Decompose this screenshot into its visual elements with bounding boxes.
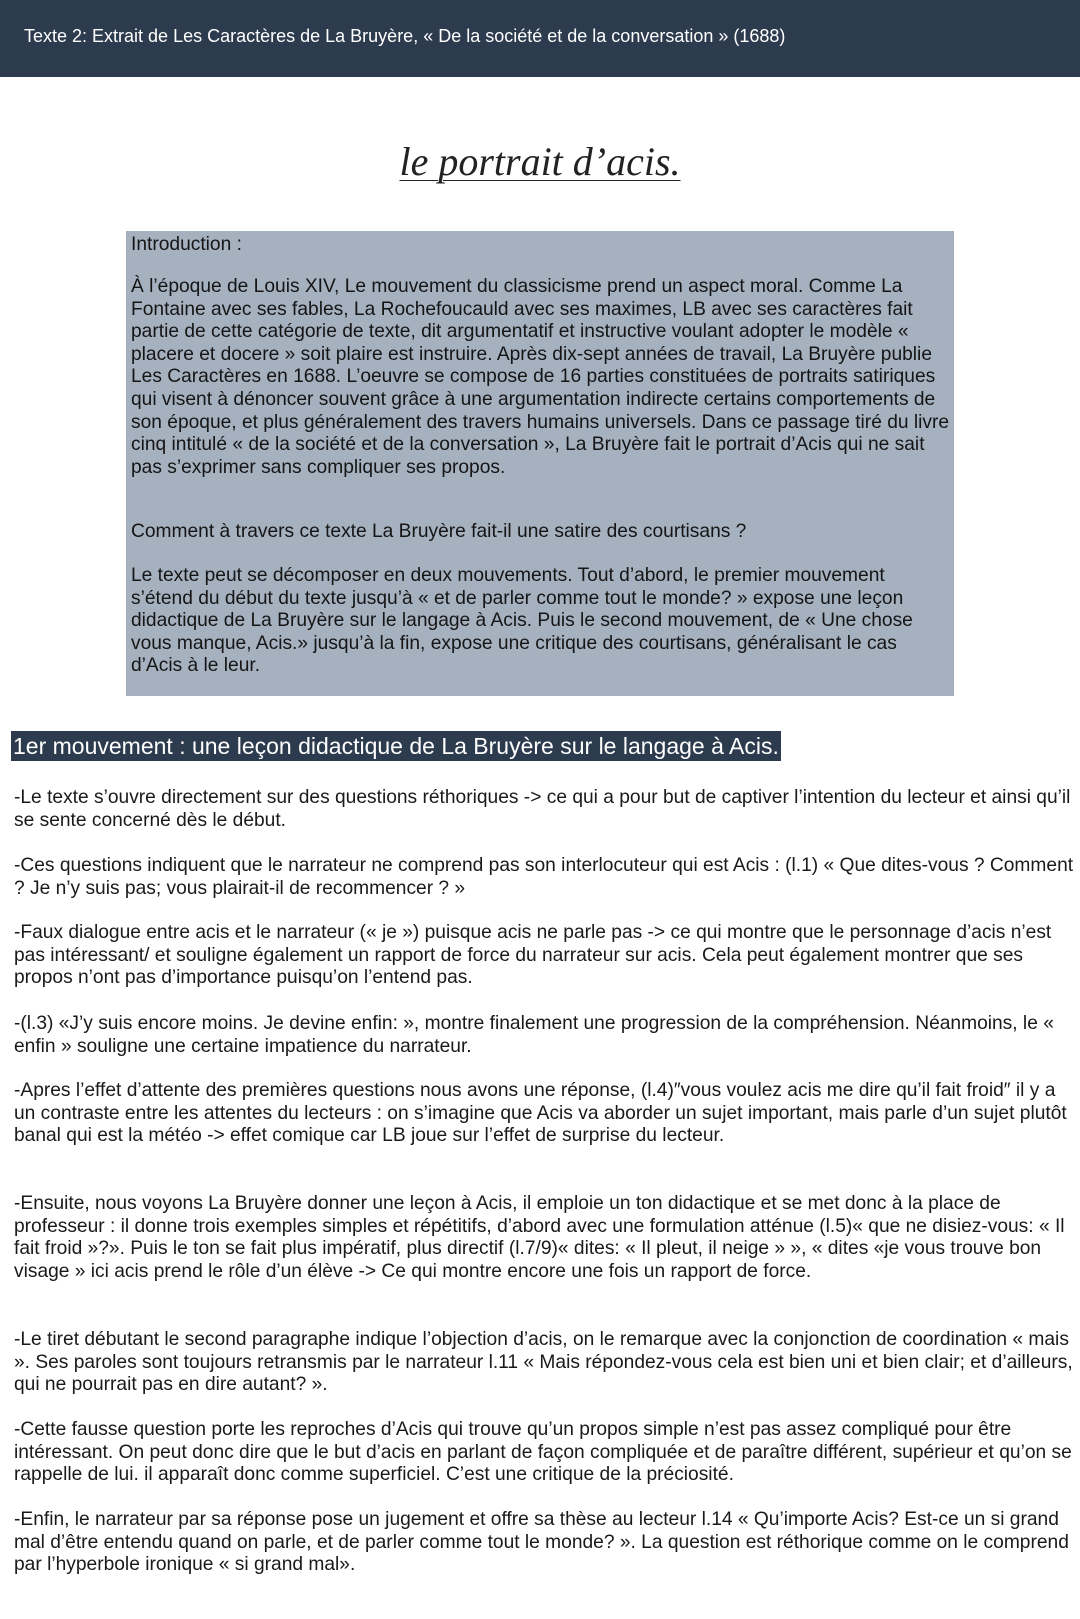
- text-plan: Le texte peut se décomposer en deux mouvements. Tout d’abord, le premier mouvement s’étend du début du texte jusqu’à « et de parler comme tout le monde? » expose une leçon didactique de La Bruyère sur le langage à Acis. Puis le second mouvement, de « Une chose vous manque, Acis.» jusqu’à la fin, expose une critique des courtisans, généralisant le cas d’Acis à le leur.: [131, 565, 913, 677]
- paragraph-5: -Apres l’effet d’attente des premières questions nous avons une réponse, (l.4)″vous voulez acis me dire qu’il fait froid″ il y a un contraste entre les attentes du lecteurs : on s’imagine que Acis va aborder un sujet important, mais parle d’un sujet plutôt banal qui est la météo -> effet comique car LB joue sur l’effet de surprise du lecteur.: [14, 1080, 1067, 1147]
- introduction-box: [126, 231, 954, 696]
- section-heading: 1er mouvement : une leçon didactique de La Bruyère sur le langage à Acis.: [13, 733, 779, 759]
- paragraph-3: -Faux dialogue entre acis et le narrateur (« je ») puisque acis ne parle pas -> ce qui montre que le personnage d’acis n’est pas intéressant/ et souligne également un rapport de force du narrateur sur acis. Cela peut également montrer que ses propos n’ont pas d’importance puisqu’on l’entend pas.: [14, 922, 1052, 989]
- page-header: [0, 0, 1080, 77]
- introduction-label: Introduction :: [131, 234, 242, 255]
- paragraph-4: -(l.3) «J’y suis encore moins. Je devine enfin: », montre finalement une progression de la compréhension. Néanmoins, le « enfin » souligne une certaine impatience du narrateur.: [14, 1013, 1054, 1057]
- header-title: Texte 2: Extrait de Les Caractères de La Bruyère, « De la société et de la conversation » (1688): [24, 26, 786, 46]
- introduction-context: À l’époque de Louis XIV, Le mouvement du classicisme prend un aspect moral. Comme La Fontaine avec ses fables, La Rochefoucauld avec ses maximes, LB avec ses caractères fait partie de cette catégorie de texte, dit argumentatif et instructive voulant adopter le modèle « placere et docere » soit plaire est instruire. Après dix-sept années de travail, La Bruyère publie Les Caractères en 1688. L’oeuvre se compose de 16 parties constituées de portraits satiriques qui visent à dénoncer souvent grâce à une argumentation indirecte certains comportements de son époque, et plus généralement des travers humains universels. Dans ce passage tiré du livre cinq intitulé « de la société et de la conversation », La Bruyère fait le portrait d’Acis qui ne sait pas s’exprimer sans compliquer ses propos.: [131, 276, 950, 478]
- paragraph-1: -Le texte s’ouvre directement sur des questions réthoriques -> ce qui a pour but de captiver l’intention du lecteur et ainsi qu’il se sente concerné dès le début.: [14, 787, 1071, 831]
- paragraph-6: -Ensuite, nous voyons La Bruyère donner une leçon à Acis, il emploie un ton didactique et se met donc à la place de professeur : il donne trois exemples simples et répétitifs, d’abord avec une formulation atténue (l.5)« que ne disiez-vous: « Il fait froid »?». Puis le ton se fait plus impératif, plus directif (l.7/9)« dites: « Il pleut, il neige » », « dites «je vous trouve bon visage » ici acis prend le rôle d’un élève -> Ce qui montre encore une fois un rapport de force.: [14, 1193, 1065, 1282]
- paragraph-8: -Cette fausse question porte les reproches d’Acis qui trouve qu’un propos simple n’est pas assez compliqué pour être intéressant. On peut donc dire que le but d’acis en parlant de façon compliquée et de paraître différent, supérieur et qu’on se rappelle de lui. il apparaît donc comme superficiel. C’est une critique de la préciosité.: [14, 1419, 1072, 1486]
- document-title: le portrait d’acis.: [399, 139, 681, 184]
- paragraph-7: -Le tiret débutant le second paragraphe indique l’objection d’acis, on le remarque avec la conjonction de coordination « mais ». Ses paroles sont toujours retransmis par le narrateur l.11 « Mais répondez-vous cela est bien uni et bien clair; et d’ailleurs, qui ne pourrait pas en dire autant? ».: [14, 1329, 1073, 1396]
- problematic-question: Comment à travers ce texte La Bruyère fait-il une satire des courtisans ?: [131, 521, 747, 542]
- paragraph-9: -Enfin, le narrateur par sa réponse pose un jugement et offre sa thèse au lecteur l.14 « Qu’importe Acis? Est-ce un si grand mal d’être entendu quand on parle, et de parler comme tout le monde? ». La question est réthorique comme on le comprend par l’hyperbole ironique « si grand mal».: [14, 1509, 1069, 1576]
- paragraph-2: -Ces questions indiquent que le narrateur ne comprend pas son interlocuteur qui est Acis : (l.1) « Que dites-vous ? Comment ? Je n’y suis pas; vous plairait-il de recommencer ? »: [14, 855, 1074, 899]
